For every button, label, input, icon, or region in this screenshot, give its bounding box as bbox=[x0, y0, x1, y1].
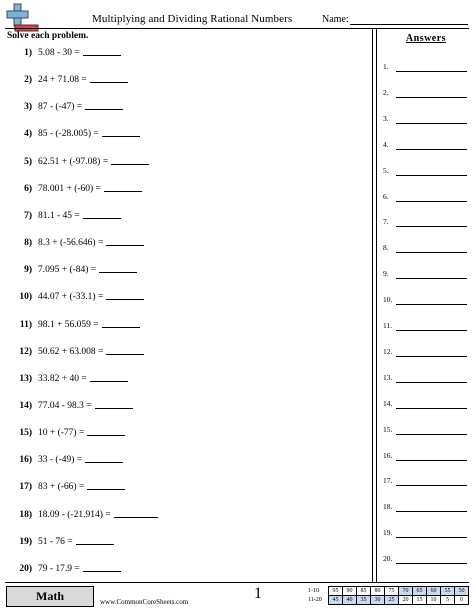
answer-number: 7. bbox=[383, 217, 389, 227]
answer-line-item bbox=[383, 88, 469, 100]
answer-blank bbox=[102, 327, 140, 328]
answer-line-item bbox=[383, 425, 469, 437]
problem-item bbox=[6, 347, 144, 361]
answer-line-item bbox=[383, 269, 469, 281]
answer-line bbox=[396, 511, 467, 512]
score-cell: 85 bbox=[357, 587, 371, 596]
problem-expression: 79 - 17.9 = bbox=[38, 563, 80, 574]
score-cell: 60 bbox=[427, 587, 441, 596]
answer-number: 1. bbox=[383, 62, 389, 71]
problem-item bbox=[6, 265, 137, 279]
problem-number: 3) bbox=[24, 102, 32, 113]
answer-line-item bbox=[383, 217, 469, 229]
answer-line-item bbox=[383, 476, 469, 488]
problem-item bbox=[6, 401, 133, 415]
problem-number: 5) bbox=[24, 156, 32, 167]
score-cell: 0 bbox=[455, 596, 469, 605]
answer-number: 9. bbox=[383, 269, 389, 279]
problem-expression: 62.51 + (-97.08) = bbox=[38, 156, 109, 167]
score-cell: 20 bbox=[399, 596, 413, 605]
problem-item bbox=[6, 510, 158, 524]
answer-line-item bbox=[383, 554, 469, 566]
problem-number: 17) bbox=[19, 482, 32, 493]
answer-line-item bbox=[383, 373, 469, 385]
problem-expression: 81.1 - 45 = bbox=[38, 210, 80, 221]
problem-number: 15) bbox=[19, 428, 32, 439]
answer-line bbox=[396, 408, 467, 409]
footer-divider bbox=[5, 582, 469, 583]
answer-line bbox=[396, 71, 467, 72]
problem-number: 13) bbox=[19, 373, 32, 384]
problem-expression: 51 - 76 = bbox=[38, 536, 73, 547]
problem-item bbox=[6, 102, 123, 116]
score-row-label: 11-20 bbox=[308, 597, 322, 603]
name-line bbox=[350, 24, 468, 25]
score-cell: 45 bbox=[329, 596, 343, 605]
answer-line-item bbox=[383, 295, 469, 307]
answer-line bbox=[396, 175, 467, 176]
answer-line-item bbox=[383, 347, 469, 359]
problem-expression: 50.62 + 63.008 = bbox=[38, 346, 104, 357]
problem-item bbox=[6, 75, 128, 89]
score-cell: 80 bbox=[371, 587, 385, 596]
answer-blank bbox=[111, 164, 149, 165]
worksheet-title: Multiplying and Dividing Rational Numbers bbox=[92, 13, 293, 25]
answer-number: 8. bbox=[383, 243, 389, 253]
answer-blank bbox=[106, 299, 144, 300]
answer-blank bbox=[85, 462, 123, 463]
problem-expression: 85 - (-28.005) = bbox=[38, 129, 99, 140]
problem-number: 2) bbox=[24, 75, 32, 86]
answer-line bbox=[396, 356, 467, 357]
answer-blank bbox=[85, 109, 123, 110]
answer-number: 19. bbox=[383, 528, 393, 538]
problem-number: 14) bbox=[19, 400, 32, 411]
problem-expression: 78.001 + (-60) = bbox=[38, 183, 101, 194]
answer-line bbox=[396, 563, 467, 564]
score-row bbox=[308, 596, 469, 605]
answer-line bbox=[396, 330, 467, 331]
problem-item bbox=[6, 48, 121, 62]
problem-number: 18) bbox=[19, 509, 32, 520]
answer-line bbox=[396, 434, 467, 435]
problem-expression: 33 - (-49) = bbox=[38, 455, 83, 466]
problem-number: 20) bbox=[19, 563, 32, 574]
score-cell: 55 bbox=[441, 587, 455, 596]
problem-number: 8) bbox=[24, 238, 32, 249]
problem-item bbox=[6, 211, 121, 225]
answer-line bbox=[396, 485, 467, 486]
answer-number: 15. bbox=[383, 424, 393, 434]
score-cell: 35 bbox=[357, 596, 371, 605]
answer-line-item bbox=[383, 243, 469, 255]
problem-expression: 83 + (-66) = bbox=[38, 482, 85, 493]
answer-blank bbox=[102, 136, 140, 137]
answer-number: 3. bbox=[383, 113, 389, 123]
score-cell: 50 bbox=[455, 587, 469, 596]
answer-line bbox=[396, 537, 467, 538]
header-divider bbox=[5, 28, 469, 29]
answer-blank bbox=[114, 517, 158, 518]
answer-line-item bbox=[383, 528, 469, 540]
answer-blank bbox=[90, 381, 128, 382]
problem-expression: 98.1 + 56.059 = bbox=[38, 319, 99, 330]
answer-number: 6. bbox=[383, 191, 389, 201]
problem-item bbox=[6, 374, 128, 388]
page-number: 1 bbox=[254, 585, 262, 602]
answer-line bbox=[396, 304, 467, 305]
problem-item bbox=[6, 184, 142, 198]
problem-expression: 7.095 + (-84) = bbox=[38, 265, 97, 276]
answer-line bbox=[396, 97, 467, 98]
problem-item bbox=[6, 292, 144, 306]
problem-item bbox=[6, 129, 140, 143]
answer-blank bbox=[95, 408, 133, 409]
answer-number: 16. bbox=[383, 450, 393, 460]
problem-item bbox=[6, 238, 144, 252]
answer-line-item bbox=[383, 321, 469, 333]
score-row-label: 1-10 bbox=[308, 588, 319, 594]
problem-expression: 18.09 - (-21.914) = bbox=[38, 509, 111, 520]
problem-number: 1) bbox=[24, 48, 32, 58]
problem-expression: 5.08 - 30 = bbox=[38, 48, 80, 58]
answer-number: 11. bbox=[383, 321, 393, 330]
problem-number: 19) bbox=[19, 536, 32, 547]
subject-label: Math bbox=[6, 586, 94, 607]
answer-blank bbox=[99, 272, 137, 273]
answers-heading: Answers bbox=[405, 33, 447, 44]
answer-blank bbox=[87, 435, 125, 436]
answer-number: 20. bbox=[383, 554, 393, 564]
problem-number: 9) bbox=[24, 265, 32, 276]
score-cell: 15 bbox=[413, 596, 427, 605]
answer-number: 10. bbox=[383, 295, 393, 305]
answer-line-item bbox=[383, 192, 469, 204]
answer-blank bbox=[90, 82, 128, 83]
answer-line bbox=[396, 226, 467, 227]
score-cell: 25 bbox=[385, 596, 399, 605]
problem-number: 11) bbox=[19, 319, 32, 330]
problem-item bbox=[6, 564, 121, 578]
column-divider bbox=[372, 28, 373, 582]
answer-line bbox=[396, 149, 467, 150]
answer-number: 5. bbox=[383, 165, 389, 175]
column-divider bbox=[376, 28, 377, 582]
score-cell: 5 bbox=[441, 596, 455, 605]
answer-blank bbox=[87, 489, 125, 490]
answer-blank bbox=[83, 571, 121, 572]
problem-expression: 87 - (-47) = bbox=[38, 102, 83, 113]
problem-expression: 10 + (-77) = bbox=[38, 428, 85, 439]
score-cell: 30 bbox=[371, 596, 385, 605]
problem-item bbox=[6, 320, 140, 334]
answer-number: 14. bbox=[383, 398, 393, 408]
problem-number: 10) bbox=[19, 292, 32, 303]
answer-number: 17. bbox=[383, 476, 393, 486]
answer-line bbox=[396, 382, 467, 383]
problem-item bbox=[6, 455, 123, 469]
score-row bbox=[308, 587, 469, 596]
problem-expression: 44.07 + (-33.1) = bbox=[38, 292, 104, 303]
answer-number: 12. bbox=[383, 346, 393, 356]
answer-line-item bbox=[383, 502, 469, 514]
score-cell: 70 bbox=[399, 587, 413, 596]
answer-blank bbox=[83, 55, 121, 56]
problem-number: 7) bbox=[24, 210, 32, 221]
answer-line bbox=[396, 460, 467, 461]
answer-blank bbox=[106, 245, 144, 246]
answer-line bbox=[396, 123, 467, 124]
score-table bbox=[308, 586, 469, 605]
problem-item bbox=[6, 537, 114, 551]
answer-blank bbox=[76, 544, 114, 545]
answer-number: 18. bbox=[383, 502, 393, 512]
answer-line-item bbox=[383, 140, 469, 152]
answer-line bbox=[396, 201, 467, 202]
answer-blank bbox=[104, 191, 142, 192]
answer-line bbox=[396, 252, 467, 253]
instructions: Solve each problem. bbox=[7, 31, 89, 41]
problem-item bbox=[6, 157, 149, 171]
problem-number: 6) bbox=[24, 183, 32, 194]
answer-blank bbox=[106, 354, 144, 355]
score-cell: 95 bbox=[329, 587, 343, 596]
answer-line-item bbox=[383, 62, 469, 74]
problem-number: 12) bbox=[19, 346, 32, 357]
answer-line bbox=[396, 278, 467, 279]
problem-number: 4) bbox=[24, 129, 32, 140]
problem-expression: 77.04 - 98.3 = bbox=[38, 400, 92, 411]
problem-expression: 33.82 + 40 = bbox=[38, 373, 87, 384]
answer-line-item bbox=[383, 114, 469, 126]
site-url: www.CommonCoreSheets.com bbox=[100, 598, 189, 606]
answer-line-item bbox=[383, 166, 469, 178]
problem-expression: 24 + 71.08 = bbox=[38, 75, 87, 86]
answer-number: 2. bbox=[383, 87, 389, 97]
score-cell: 75 bbox=[385, 587, 399, 596]
answer-number: 13. bbox=[383, 372, 393, 382]
problem-item bbox=[6, 482, 125, 496]
score-cell: 40 bbox=[343, 596, 357, 605]
problem-expression: 8.3 + (-56.646) = bbox=[38, 238, 104, 249]
answer-line-item bbox=[383, 399, 469, 411]
score-cell: 90 bbox=[343, 587, 357, 596]
answer-line-item bbox=[383, 451, 469, 463]
name-label: Name: bbox=[322, 14, 349, 25]
problem-item bbox=[6, 428, 125, 442]
answer-number: 4. bbox=[383, 139, 389, 149]
answer-blank bbox=[83, 218, 121, 219]
problem-number: 16) bbox=[19, 455, 32, 466]
score-cell: 10 bbox=[427, 596, 441, 605]
score-cell: 65 bbox=[413, 587, 427, 596]
